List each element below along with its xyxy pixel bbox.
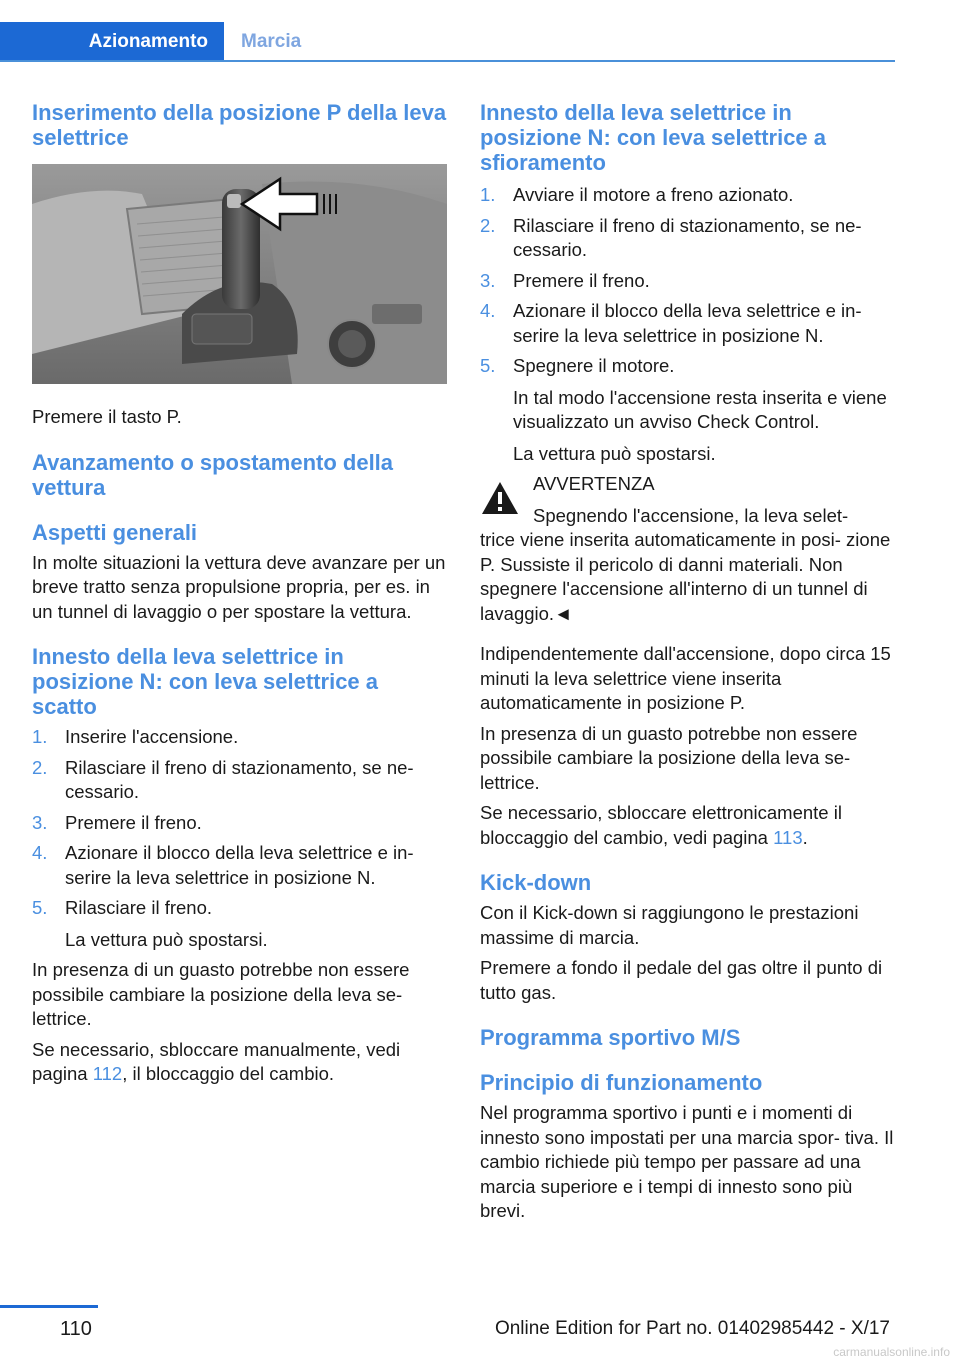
list-item xyxy=(480,214,895,263)
warning-title: AVVERTENZA xyxy=(533,473,655,494)
list-item xyxy=(480,269,895,294)
list-item xyxy=(32,841,447,890)
watermark: carmanualsonline.info xyxy=(833,1345,950,1359)
step-number: 2. xyxy=(32,756,48,778)
unlock-text-post: , il bloccaggio del cambio. xyxy=(122,1063,335,1084)
step-text: Rilasciare il freno. xyxy=(65,897,213,918)
heading-park-position: Inserimento della posizione P della leva selettrice xyxy=(32,100,447,150)
step-text: Avviare il motore a freno azionato. xyxy=(513,184,794,205)
footer-edition: Online Edition for Part no. 01402985442 - X/17 xyxy=(494,1318,890,1339)
tabbar-divider xyxy=(0,60,895,62)
step-subtext: La vettura può spostarsi. xyxy=(65,928,268,950)
paragraph-fault: In presenza di un guasto potrebbe non essere possibile cambiare la posizione della leva se‐ lettrice. xyxy=(32,959,410,1029)
list-item xyxy=(32,725,447,750)
heading-kickdown: Kick-down xyxy=(480,870,592,895)
paragraph-general: In molte situazioni la vettura deve avanzare per un breve tratto senza propulsione propria, per es. in un tunnel di lavaggio o per spostare la vettura. xyxy=(32,551,446,622)
paragraph-principle: Nel programma sportivo i punti e i momenti di innesto sono impostati per una marcia spor‐ tiva. Il cambio richiede più tempo per passare ad una marcia superiore e i tempi di innesto sono più brevi. xyxy=(480,1102,894,1221)
step-number: 2. xyxy=(480,214,496,236)
paragraph-unlock-manual xyxy=(32,1038,447,1087)
step-text: Spegnere il motore. xyxy=(513,355,675,376)
list-item xyxy=(32,811,447,836)
tab-azionamento[interactable]: Azionamento xyxy=(0,22,224,62)
heading-sport-program: Programma sportivo M/S xyxy=(480,1025,741,1050)
step-subtext: In tal modo l'accensione resta inserita e viene visualizzato un avviso Check Control. xyxy=(513,386,887,432)
step-subtext: La vettura può spostarsi. xyxy=(513,442,716,464)
heading-principle: Principio di funzionamento xyxy=(480,1070,763,1095)
list-item xyxy=(480,354,895,466)
paragraph-kickdown-1: Con il Kick-down si raggiungono le prestazioni massime di marcia. xyxy=(480,902,859,948)
left-column xyxy=(32,100,447,1087)
tab-marcia[interactable]: Marcia xyxy=(241,31,302,52)
step-number: 4. xyxy=(32,842,48,863)
unlock-text-pre: Se necessario, sbloccare manualmente, vedi pagina xyxy=(32,1038,401,1084)
warning-triangle-icon xyxy=(480,480,520,516)
gear-selector-photo xyxy=(32,164,447,384)
step-number: 3. xyxy=(32,811,48,833)
heading-neutral-touch: Innesto della leva selettrice in posizione N: con leva selettrice a sfioramento xyxy=(480,100,827,175)
list-item xyxy=(32,756,447,805)
heading-general: Aspetti generali xyxy=(32,519,198,545)
unlock-text-post: . xyxy=(802,826,808,848)
paragraph-independent: Indipendentemente dall'accensione, dopo circa 15 minuti la leva selettrice viene inserita automaticamente in posizione P. xyxy=(480,643,891,713)
step-text: Premere il freno. xyxy=(65,811,202,833)
warning-text: trice viene inserita automaticamente in posi‐ zione P. Sussiste il pericolo di danni materiali. Non spegnere l'accensione all'interno di un tunnel di lavaggio.◄ xyxy=(480,529,891,624)
paragraph-unlock-electronic xyxy=(480,801,895,850)
page-link-113[interactable]: 113 xyxy=(773,826,803,848)
unlock-text-pre: Se necessario, sbloccare elettronicamente il bloccaggio del cambio, vedi pagina xyxy=(480,802,842,848)
paragraph-kickdown-2: Premere a fondo il pedale del gas oltre il punto di tutto gas. xyxy=(480,957,883,1003)
page-number: 110 xyxy=(60,1318,92,1340)
step-text: Azionare il blocco della leva selettrice e in‐ serire la leva selettrice in posizione N. xyxy=(513,300,862,346)
footer-accent-line xyxy=(0,1305,98,1308)
step-number: 5. xyxy=(32,897,48,918)
chapter-tabbar xyxy=(0,22,895,62)
step-number: 4. xyxy=(480,300,496,321)
step-text: Rilasciare il freno di stazionamento, se ne‐ cessario. xyxy=(513,214,862,260)
photo-caption: Premere il tasto P. xyxy=(32,406,182,427)
steps-list-touch xyxy=(480,183,895,466)
step-text: Premere il freno. xyxy=(513,269,650,291)
page-link-112[interactable]: 112 xyxy=(92,1063,123,1084)
step-text: Rilasciare il freno di stazionamento, se ne‐ cessario. xyxy=(65,756,414,802)
step-text: Inserire l'accensione. xyxy=(65,726,239,747)
heading-move-vehicle: Avanzamento o spostamento della vettura xyxy=(32,449,394,500)
step-number: 1. xyxy=(480,184,496,205)
warning-text-first-line: Spegnendo l'accensione, la leva selet‐ xyxy=(533,504,849,526)
steps-list-snap xyxy=(32,725,447,952)
list-item xyxy=(32,896,447,952)
step-number: 5. xyxy=(480,355,496,376)
step-number: 3. xyxy=(480,269,496,291)
step-number: 1. xyxy=(32,726,48,747)
warning-block xyxy=(480,472,895,626)
list-item xyxy=(480,299,895,348)
paragraph-fault: In presenza di un guasto potrebbe non essere possibile cambiare la posizione della leva se‐ lettrice. xyxy=(480,722,858,793)
step-text: Azionare il blocco della leva selettrice e in‐ serire la leva selettrice in posizione N. xyxy=(65,842,414,888)
list-item xyxy=(480,183,895,208)
heading-neutral-snap: Innesto della leva selettrice in posizione N: con leva selettrice a scatto xyxy=(32,644,379,719)
right-column xyxy=(480,100,895,1224)
